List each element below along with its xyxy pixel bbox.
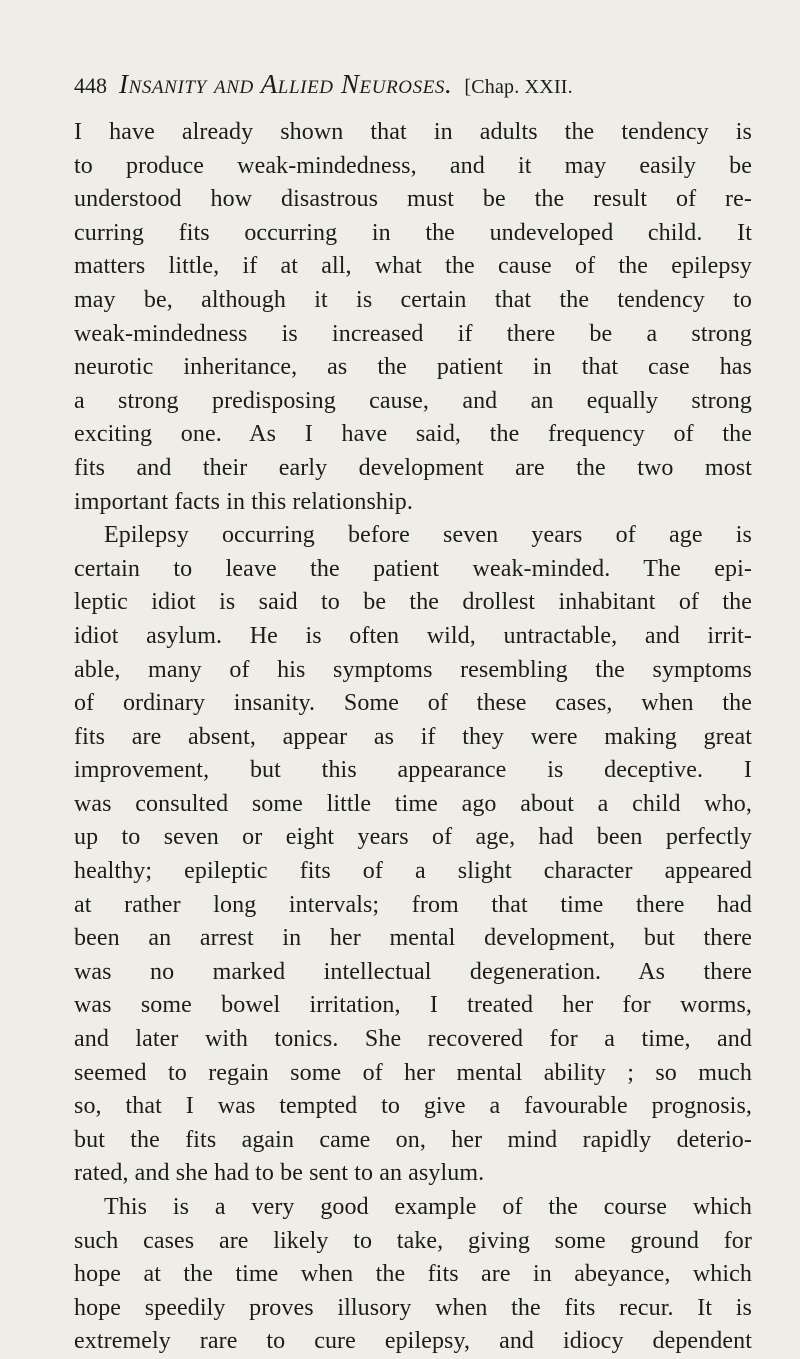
text-line: fits and their early development are the two most — [74, 454, 752, 481]
text-line: This is a very good example of the course which — [104, 1194, 752, 1220]
text-line: important facts in this relationship. — [74, 488, 413, 515]
text-line: fits are absent, appear as if they were making great — [74, 723, 752, 750]
text-line: such cases are likely to take, giving some ground for — [74, 1227, 752, 1254]
text-line: understood how disastrous must be the result of re- — [74, 186, 752, 213]
text-line: exciting one. As I have said, the frequency of the — [74, 421, 752, 448]
text-line: to produce weak-mindedness, and it may easily be — [74, 152, 752, 179]
text-line: rated, and she had to be sent to an asylum. — [74, 1160, 485, 1187]
text-line: matters little, if at all, what the cause of the epilepsy — [74, 253, 752, 280]
chapter-reference: [Chap. XXII. — [464, 76, 573, 98]
text-line: improvement, but this appearance is deceptive. I — [74, 757, 752, 784]
text-line: at rather long intervals; from that time there had — [74, 891, 752, 918]
text-line: may be, although it is certain that the tendency to — [74, 286, 752, 313]
text-line: but the fits again came on, her mind rapidly deterio- — [74, 1126, 752, 1153]
text-line: hope speedily proves illusory when the fits recur. It is — [74, 1294, 752, 1321]
text-line: Epilepsy occurring before seven years of age is — [104, 522, 752, 549]
body-text — [74, 116, 752, 1359]
book-page — [74, 64, 752, 1355]
text-line: leptic idiot is said to be the drollest inhabitant of the — [74, 589, 752, 616]
text-line: I have already shown that in adults the tendency is — [74, 119, 752, 145]
text-line: been an arrest in her mental development, but there — [74, 925, 752, 952]
text-line: certain to leave the patient weak-minded. The epi- — [74, 555, 752, 582]
text-line: and later with tonics. She recovered for a time, and — [74, 1026, 752, 1053]
text-line: healthy; epileptic fits of a slight character appeared — [74, 858, 752, 885]
text-line: weak-mindedness is increased if there be a strong — [74, 320, 752, 347]
page-number: 448 — [74, 73, 107, 98]
text-line: extremely rare to cure epilepsy, and idiocy dependent — [74, 1328, 752, 1355]
running-title: Insanity and Allied Neuroses. — [119, 69, 453, 99]
text-line: was consulted some little time ago about a child who, — [74, 790, 752, 817]
text-line: seemed to regain some of her mental ability ; so much — [74, 1059, 752, 1086]
text-line: so, that I was tempted to give a favourable prognosis, — [74, 1093, 752, 1120]
text-line: up to seven or eight years of age, had been perfectly — [74, 824, 752, 851]
text-line: idiot asylum. He is often wild, untractable, and irrit- — [74, 622, 752, 649]
text-line: was some bowel irritation, I treated her for worms, — [74, 992, 752, 1019]
text-line: neurotic inheritance, as the patient in that case has — [74, 354, 752, 381]
text-line: able, many of his symptoms resembling the symptoms — [74, 656, 752, 683]
text-line: hope at the time when the fits are in abeyance, which — [74, 1261, 752, 1288]
text-line: was no marked intellectual degeneration. As there — [74, 958, 752, 985]
text-line: curring fits occurring in the undeveloped child. It — [74, 219, 752, 246]
text-line: of ordinary insanity. Some of these cases, when the — [74, 690, 752, 717]
text-line: a strong predisposing cause, and an equally strong — [74, 387, 752, 414]
running-head — [74, 64, 752, 104]
